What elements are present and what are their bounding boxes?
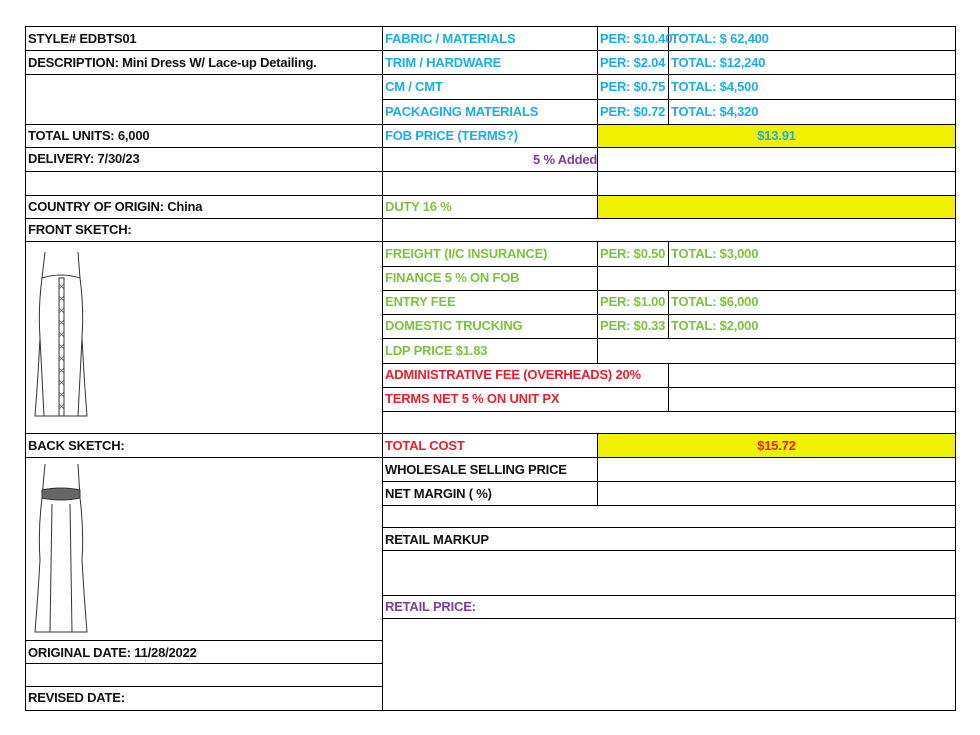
trim-total: TOTAL: $12,240 xyxy=(671,55,766,70)
trucking-label: DOMESTIC TRUCKING xyxy=(385,318,523,333)
total-cost-value: $15.72 xyxy=(757,438,796,453)
ldp-price: LDP PRICE $1.83 xyxy=(385,343,488,358)
country-of-origin: COUNTRY OF ORIGIN: China xyxy=(28,199,203,214)
added-note: 5 % Added xyxy=(533,152,598,167)
admin-fee: ADMINISTRATIVE FEE (OVERHEADS) 20% xyxy=(385,367,641,382)
trim-per: PER: $2.04 xyxy=(600,55,666,70)
back-sketch-label: BACK SKETCH: xyxy=(28,438,125,453)
fob-label: FOB PRICE (TERMS?) xyxy=(385,128,518,143)
retail-price-label: RETAIL PRICE: xyxy=(385,599,476,614)
entry-fee-total: TOTAL: $6,000 xyxy=(671,294,759,309)
front-sketch-label: FRONT SKETCH: xyxy=(28,222,132,237)
freight-total: TOTAL: $3,000 xyxy=(671,246,759,261)
packaging-label: PACKAGING MATERIALS xyxy=(385,104,539,119)
duty-label: DUTY 16 % xyxy=(385,199,452,214)
fabric-label: FABRIC / MATERIALS xyxy=(385,31,516,46)
style-number: STYLE# EDBTS01 xyxy=(28,31,137,46)
wholesale-label: WHOLESALE SELLING PRICE xyxy=(385,462,567,477)
terms-net: TERMS NET 5 % ON UNIT PX xyxy=(385,391,560,406)
fabric-total: TOTAL: $ 62,400 xyxy=(671,31,769,46)
cm-per: PER: $0.75 xyxy=(600,79,666,94)
trim-label: TRIM / HARDWARE xyxy=(385,55,502,70)
revised-date: REVISED DATE: xyxy=(28,690,125,705)
delivery-date: DELIVERY: 7/30/23 xyxy=(28,151,140,166)
front-dress-sketch xyxy=(30,248,90,423)
back-dress-sketch xyxy=(30,460,90,635)
fabric-per: PER: $10.40 xyxy=(600,31,673,46)
original-date: ORIGINAL DATE: 11/28/2022 xyxy=(28,645,197,660)
fob-value: $13.91 xyxy=(757,128,796,143)
total-units: TOTAL UNITS: 6,000 xyxy=(28,128,150,143)
entry-fee-label: ENTRY FEE xyxy=(385,294,456,309)
description: DESCRIPTION: Mini Dress W/ Lace-up Detailing. xyxy=(28,55,317,70)
retail-markup-label: RETAIL MARKUP xyxy=(385,532,489,547)
total-cost-label: TOTAL COST xyxy=(385,438,465,453)
cm-label: CM / CMT xyxy=(385,79,443,94)
net-margin-label: NET MARGIN ( %) xyxy=(385,486,492,501)
trucking-per: PER: $0.33 xyxy=(600,318,666,333)
trucking-total: TOTAL: $2,000 xyxy=(671,318,759,333)
finance-label: FINANCE 5 % ON FOB xyxy=(385,270,520,285)
packaging-per: PER: $0.72 xyxy=(600,104,666,119)
packaging-total: TOTAL: $4,320 xyxy=(671,104,759,119)
freight-per: PER: $0.50 xyxy=(600,246,666,261)
duty-highlight xyxy=(598,195,955,218)
freight-label: FREIGHT (I/C INSURANCE) xyxy=(385,246,548,261)
entry-fee-per: PER: $1.00 xyxy=(600,294,666,309)
cm-total: TOTAL: $4,500 xyxy=(671,79,759,94)
